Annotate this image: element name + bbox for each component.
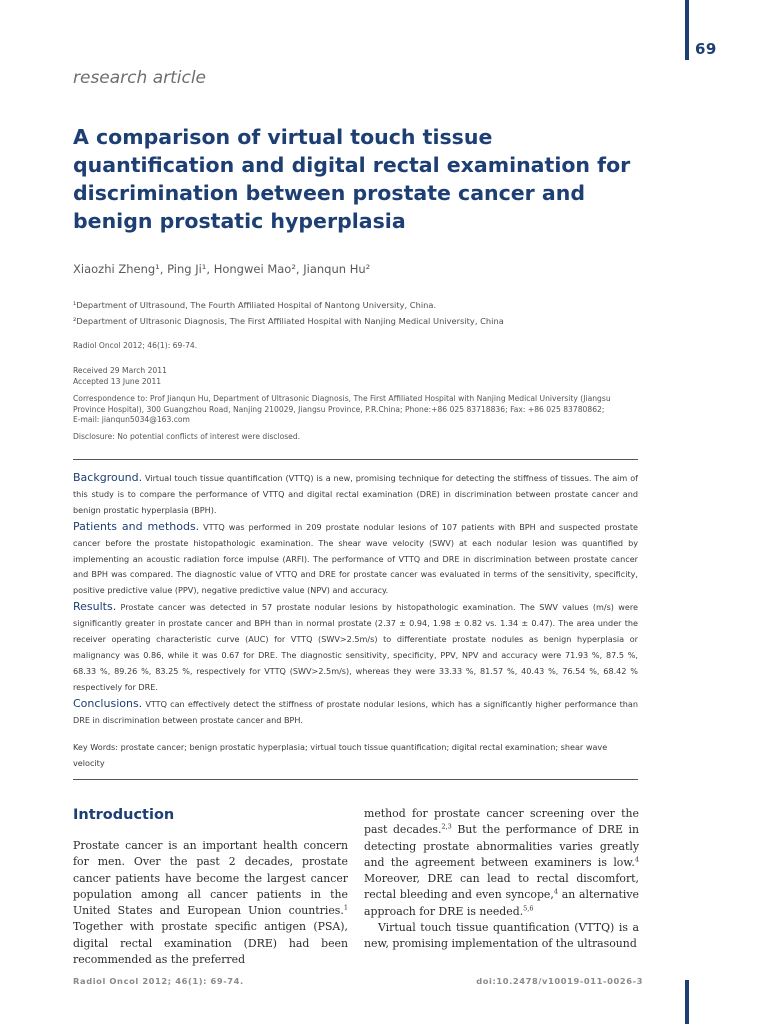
- abstract-background-heading: Background.: [73, 471, 143, 484]
- reference-marker: 1: [343, 903, 348, 912]
- keywords: Key Words: prostate cancer; benign prostatic hyperplasia; virtual touch tissue quantification; digital rectal examination; shear wave velocity: [73, 742, 608, 768]
- abstract-methods-text: VTTQ was performed in 209 prostate nodular lesions of 107 patients with BPH and suspected prostate cancer before the prostate histopathologic examination. The shear wave velocity (SWV) at each nodular lesion was quantified by implementing an acoustic radiation force impulse (ARFI). The performance of VTTQ and DRE in discrimination between prostate cancer and BPH was compared. The diagnostic value of VTTQ and DRE for prostate cancer was evaluated in terms of the sensitivity, specificity, positive predictive value (PPV), negative predictive value (NPV) and accuracy.: [73, 521, 638, 596]
- reference-marker: 5,6: [523, 904, 534, 913]
- author-list: Xiaozhi Zheng¹, Ping Ji¹, Hongwei Mao², Jianqun Hu²: [73, 262, 371, 276]
- col2-text-b: But the performance of DRE in detecting prostate abnormalities varies greatly and the agreement between examiners is low.: [364, 823, 639, 869]
- accepted-date: Accepted 13 June 2011: [73, 377, 162, 386]
- abstract-results: [73, 599, 638, 695]
- abstract-background-text: Virtual touch tissue quantification (VTTQ) is a new, promising technique for detecting the stiffness of tissues. The aim of this study is to compare the performance of VTTQ and digital rectal examination (DRE) in discrimination between prostate cancer and benign prostatic hyperplasia (BPH).: [73, 473, 638, 515]
- footer-citation: Radiol Oncol 2012; 46(1): 69-74.: [73, 976, 244, 986]
- abstract-results-heading: Results.: [73, 600, 117, 614]
- abstract-conclusions-text: VTTQ can effectively detect the stiffness of prostate nodular lesions, which has a significantly higher performance than DRE in discrimination between prostate cancer and BPH.: [73, 698, 638, 725]
- affiliation-1: ¹Department of Ultrasound, The Fourth Affiliated Hospital of Nantong University, China.: [73, 300, 437, 310]
- page-number: 69: [695, 40, 717, 58]
- abstract-results-text: Prostate cancer was detected in 57 prostate nodular lesions by histopathologic examination. The SWV values (m/s) were significantly greater in prostate cancer and BPH than in normal prostate (2.37 ± 0.94, 1.98 ± 0.82 vs. 1.34 ± 0.47). The area under the receiver operating characteristic curve (AUC) for VTTQ (SWV>2.5m/s) to differentiate prostate nodules as benign hyperplasia or malignancy was 0.86, while it was 0.67 for DRE. The diagnostic sensitivity, specificity, PPV, NPV and accuracy were 71.93 %, 87.5 %, 68.33 %, 89.26 %, 83.25 %, respectively for VTTQ (SWV>2.5m/s), whereas they were 33.33 %, 81.57 %, 40.43 %, 76.54 %, 68.42 % respectively for DRE.: [73, 602, 638, 692]
- footer-accent-bar: [685, 980, 689, 1024]
- col2-paragraph-1: [364, 806, 639, 920]
- header-accent-bar: [685, 0, 689, 60]
- col2-text-d: an alternative approach for DRE is needed.: [364, 888, 639, 918]
- column-right: [364, 806, 639, 953]
- intro-paragraph-1: [73, 838, 348, 968]
- col2-text-a: method for prostate cancer screening over the past decades.: [364, 807, 639, 837]
- abstract: [73, 470, 638, 729]
- col2-paragraph-2: Virtual touch tissue quantification (VTTQ) is a new, promising implementation of the ultrasound: [364, 921, 639, 951]
- introduction-heading: Introduction: [73, 807, 175, 823]
- abstract-top-rule: [73, 459, 638, 460]
- intro-p1-text-b: Together with prostate specific antigen (PSA), digital rectal examination (DRE) had been recommended as the preferred: [73, 920, 348, 967]
- citation-line: Radiol Oncol 2012; 46(1): 69-74.: [73, 341, 198, 350]
- abstract-bottom-rule: [73, 779, 638, 780]
- abstract-methods-heading: Patients and methods.: [73, 519, 200, 533]
- abstract-background: [73, 470, 638, 519]
- correspondence: Correspondence to: Prof Jianqun Hu, Department of Ultrasonic Diagnosis, The First Affiliated Hospital with Nanjing Medical University (Jiangsu Province Hospital), 300 Guangzhou Road, Nanjing 210029, Jiangsu Province, P.R.China; Phone:+86 025 83718836; Fax: +86 025 83780862; E-mail: jianqun5034@163.com: [73, 394, 611, 424]
- column-left: [73, 806, 348, 968]
- article-title: A comparison of virtual touch tissue quantification and digital rectal examination for discrimination between prostate cancer and benign prostatic hyperplasia: [73, 125, 631, 233]
- reference-marker: 4: [634, 855, 639, 864]
- intro-p1-text-a: Prostate cancer is an important health concern for men. Over the past 2 decades, prostate cancer patients have become the largest cancer population among all cancer patients in the United States and European Union countries.: [73, 839, 348, 918]
- abstract-conclusions-heading: Conclusions.: [73, 696, 143, 710]
- abstract-conclusions: [73, 696, 638, 729]
- affiliation-2: ²Department of Ultrasonic Diagnosis, The First Affiliated Hospital with Nanjing Medical University, China: [73, 316, 504, 326]
- abstract-methods: [73, 519, 638, 600]
- footer-doi: doi:10.2478/v10019-011-0026-3: [476, 976, 643, 986]
- col2-text-c: Moreover, DRE can lead to rectal discomfort, rectal bleeding and even syncope,: [364, 872, 639, 902]
- received-date: Received 29 March 2011: [73, 366, 167, 375]
- section-label: research article: [73, 68, 207, 88]
- disclosure: Disclosure: No potential conflicts of interest were disclosed.: [73, 432, 301, 441]
- reference-marker: 2,3: [441, 822, 452, 831]
- reference-marker: 4: [553, 887, 558, 896]
